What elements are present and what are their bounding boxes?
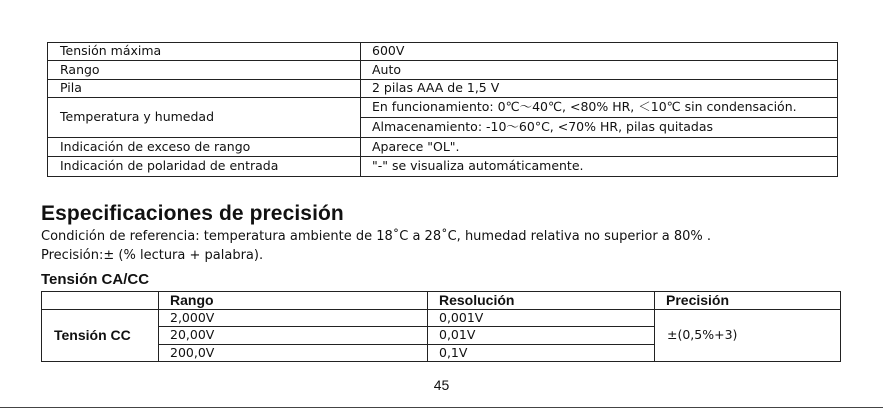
accuracy-header-row — [42, 292, 841, 310]
resolution-cell: 0,001V — [428, 309, 655, 327]
header-cell-precision: Precisión — [655, 292, 841, 310]
spec-row — [48, 138, 838, 156]
range-cell: 2,000V — [159, 309, 428, 327]
spec-label: Rango — [48, 61, 361, 79]
spec-value-operating: En funcionamiento: 0℃～40℃, <80% HR, ＜10℃ sin condensación. — [361, 98, 838, 118]
spec-label: Indicación de polaridad de entrada — [48, 156, 361, 176]
subsection-heading: Tensión CA/CC — [41, 271, 150, 288]
spec-value: "-" se visualiza automáticamente. — [361, 156, 838, 176]
spec-row — [48, 61, 838, 79]
spec-row — [48, 43, 838, 61]
resolution-cell: 0,01V — [428, 327, 655, 345]
table-row — [42, 309, 841, 327]
spec-label-temperature: Temperatura y humedad — [48, 98, 361, 138]
range-cell: 20,00V — [159, 327, 428, 345]
page-number: 45 — [433, 377, 450, 393]
general-spec-table — [47, 42, 838, 177]
spec-value-storage: Almacenamiento: -10～60°C, <70% HR, pilas quitadas — [361, 118, 838, 138]
header-cell-range: Rango — [159, 292, 428, 310]
range-cell: 200,0V — [159, 344, 428, 362]
spec-row — [48, 98, 838, 118]
section-heading: Especificaciones de precisión — [41, 202, 344, 225]
spec-row — [48, 79, 838, 97]
spec-label: Tensión máxima — [48, 43, 361, 61]
reference-condition-text: Condición de referencia: temperatura ambiente de 18˚C a 28˚C, humedad relativa no superior a 80% . — [41, 229, 712, 244]
precision-note-text: Precisión:± (% lectura + palabra). — [41, 248, 264, 263]
row-label-tension-cc: Tensión CC — [42, 309, 159, 362]
spec-value: 600V — [361, 43, 838, 61]
resolution-cell: 0,1V — [428, 344, 655, 362]
precision-cell: ±(0,5%+3) — [655, 309, 841, 362]
spec-label: Indicación de exceso de rango — [48, 138, 361, 156]
spec-row — [48, 156, 838, 176]
spec-value: Auto — [361, 61, 838, 79]
header-cell-empty — [42, 292, 159, 310]
spec-value: Aparece "OL". — [361, 138, 838, 156]
page-bottom-divider — [0, 407, 883, 408]
spec-value: 2 pilas AAA de 1,5 V — [361, 79, 838, 97]
spec-label: Pila — [48, 79, 361, 97]
accuracy-table — [41, 291, 841, 362]
header-cell-resolution: Resolución — [428, 292, 655, 310]
